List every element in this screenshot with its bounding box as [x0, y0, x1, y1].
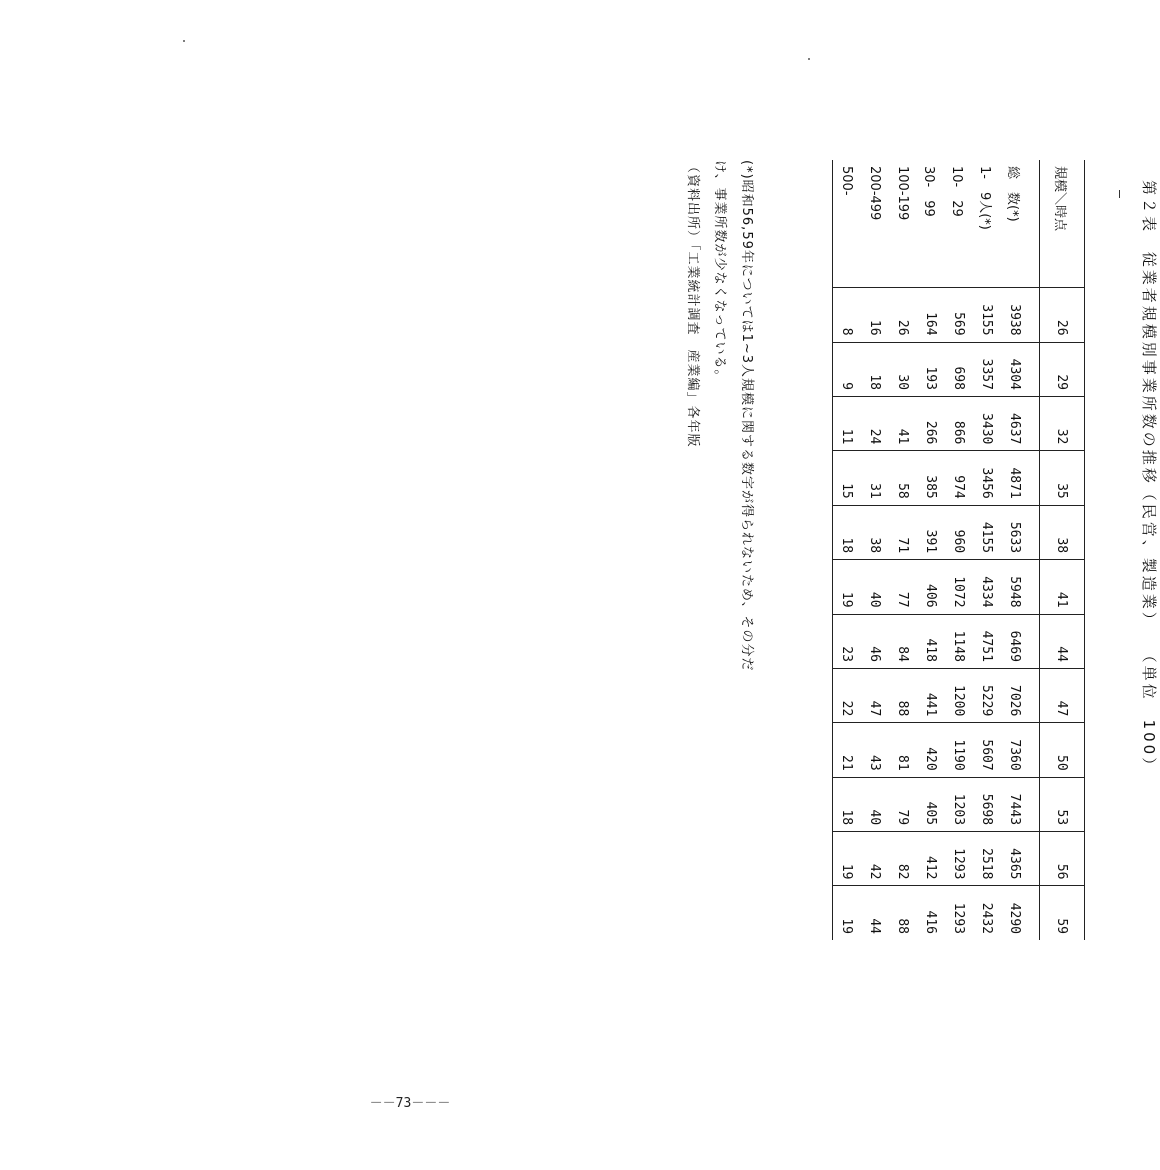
- table-cell: 4637: [1001, 396, 1040, 450]
- table-cell: 40: [861, 560, 889, 614]
- table-cell: 43: [861, 723, 889, 777]
- establishments-table: [832, 160, 1085, 940]
- table-cell: 81: [889, 723, 917, 777]
- table-cell: 3430: [973, 396, 1001, 450]
- row-label: 総 数(*): [1005, 166, 1021, 222]
- scan-speck: [183, 40, 185, 42]
- table-cell: 18: [861, 342, 889, 396]
- col-header: 41: [1040, 560, 1085, 614]
- col-header: 32: [1040, 396, 1085, 450]
- table-cell: 19: [833, 886, 862, 940]
- table-cell: 71: [889, 505, 917, 559]
- table-cell: 40: [861, 777, 889, 831]
- table-cell: 1203: [945, 777, 973, 831]
- table-cell: 7360: [1001, 723, 1040, 777]
- table-cell: 58: [889, 451, 917, 505]
- col-header: 56: [1040, 832, 1085, 886]
- table-unit: （単位 100）: [1140, 647, 1158, 776]
- table-cell: 3938: [1001, 288, 1040, 342]
- table-cell: 77: [889, 560, 917, 614]
- table-cell: 1072: [945, 560, 973, 614]
- note-line: (*)昭和56,59年については1~3人規模に関する数字が得られないため、その分だ: [739, 160, 754, 672]
- table-row: [861, 160, 889, 940]
- table-cell: 7443: [1001, 777, 1040, 831]
- table-cell: 5948: [1001, 560, 1040, 614]
- table-cell: 84: [889, 614, 917, 668]
- table-cell: 30: [889, 342, 917, 396]
- table-cell: 47: [861, 668, 889, 722]
- source-line: （資料出所）「工業統計調査 産業編」各年版: [685, 160, 700, 448]
- table-cell: 385: [917, 451, 945, 505]
- table-cell: 3456: [973, 451, 1001, 505]
- table-cell: 5229: [973, 668, 1001, 722]
- table-cell: 79: [889, 777, 917, 831]
- table-caption: 従業者規模別事業所数の推移（民営、製造業）: [1140, 251, 1158, 630]
- table-cell: 698: [945, 342, 973, 396]
- table-row: [1001, 160, 1040, 940]
- table-cell: 4365: [1001, 832, 1040, 886]
- table-cell: 82: [889, 832, 917, 886]
- table-cell: 38: [861, 505, 889, 559]
- table-cell: 8: [833, 288, 862, 342]
- table-cell: 4155: [973, 505, 1001, 559]
- table-cell: 1148: [945, 614, 973, 668]
- table-cell: 5698: [973, 777, 1001, 831]
- table-cell: 11: [833, 396, 862, 450]
- col-header: 38: [1040, 505, 1085, 559]
- table-cell: 5633: [1001, 505, 1040, 559]
- row-label: 1- 9人(*): [977, 166, 993, 230]
- table-cell: 974: [945, 451, 973, 505]
- table-cell: 16: [861, 288, 889, 342]
- table-title: [1132, 180, 1160, 940]
- table-cell: 23: [833, 614, 862, 668]
- scan-mark: [1119, 190, 1120, 198]
- table-cell: 866: [945, 396, 973, 450]
- table-cell: 3357: [973, 342, 1001, 396]
- col-header: 35: [1040, 451, 1085, 505]
- table-cell: 6469: [1001, 614, 1040, 668]
- col-header: 29: [1040, 342, 1085, 396]
- table-cell: 418: [917, 614, 945, 668]
- table-cell: 406: [917, 560, 945, 614]
- table-cell: 24: [861, 396, 889, 450]
- col-header: 44: [1040, 614, 1085, 668]
- table-cell: 4751: [973, 614, 1001, 668]
- table-cell: 4871: [1001, 451, 1040, 505]
- table-cell: 18: [833, 777, 862, 831]
- table-cell: 3155: [973, 288, 1001, 342]
- table-cell: 1293: [945, 886, 973, 940]
- table-cell: 4334: [973, 560, 1001, 614]
- table-cell: 405: [917, 777, 945, 831]
- table-row: [917, 160, 945, 940]
- table-cell: 1293: [945, 832, 973, 886]
- notes: [679, 160, 760, 940]
- table-cell: 19: [833, 560, 862, 614]
- table-row: [973, 160, 1001, 940]
- table-cell: 420: [917, 723, 945, 777]
- table-number: 第２表: [1140, 180, 1158, 235]
- table-cell: 44: [861, 886, 889, 940]
- table-cell: 960: [945, 505, 973, 559]
- table-cell: 412: [917, 832, 945, 886]
- table-cell: 18: [833, 505, 862, 559]
- col-header: 53: [1040, 777, 1085, 831]
- row-label: 200-499: [867, 166, 883, 221]
- table-cell: 31: [861, 451, 889, 505]
- table-cell: 4304: [1001, 342, 1040, 396]
- table-header-row: [1040, 160, 1085, 940]
- table-cell: 42: [861, 832, 889, 886]
- table-cell: 1200: [945, 668, 973, 722]
- table-cell: 19: [833, 832, 862, 886]
- table-cell: 4290: [1001, 886, 1040, 940]
- note-line: け、事業所数が少なくなっている。: [712, 160, 727, 384]
- table-cell: 569: [945, 288, 973, 342]
- scan-speck: [808, 58, 810, 60]
- table-cell: 46: [861, 614, 889, 668]
- row-label: 10- 29: [949, 166, 965, 217]
- table-cell: 1190: [945, 723, 973, 777]
- table-cell: 15: [833, 451, 862, 505]
- table-cell: 21: [833, 723, 862, 777]
- row-label: 100-199: [895, 166, 911, 221]
- col-header: 26: [1040, 288, 1085, 342]
- table-row: [945, 160, 973, 940]
- table-cell: 441: [917, 668, 945, 722]
- page-number: －－73－－－: [369, 1096, 451, 1111]
- table-cell: 41: [889, 396, 917, 450]
- table-cell: 88: [889, 668, 917, 722]
- table-cell: 22: [833, 668, 862, 722]
- table-row: [889, 160, 917, 940]
- col-header: 50: [1040, 723, 1085, 777]
- col-header: 59: [1040, 886, 1085, 940]
- table-cell: 193: [917, 342, 945, 396]
- table-cell: 26: [889, 288, 917, 342]
- row-label: 500-: [833, 160, 862, 288]
- table-row: [833, 160, 862, 940]
- table-cell: 391: [917, 505, 945, 559]
- table-cell: 416: [917, 886, 945, 940]
- row-label: 30- 99: [921, 166, 937, 217]
- table-body: [833, 160, 1040, 940]
- table-cell: 9: [833, 342, 862, 396]
- table-cell: 7026: [1001, 668, 1040, 722]
- table-cell: 2432: [973, 886, 1001, 940]
- table-cell: 164: [917, 288, 945, 342]
- col-header: 47: [1040, 668, 1085, 722]
- table-cell: 2518: [973, 832, 1001, 886]
- corner-header: 規模＼時点: [1040, 160, 1085, 288]
- table-cell: 5607: [973, 723, 1001, 777]
- rotated-content: [680, 160, 1160, 940]
- table-cell: 88: [889, 886, 917, 940]
- table-cell: 266: [917, 396, 945, 450]
